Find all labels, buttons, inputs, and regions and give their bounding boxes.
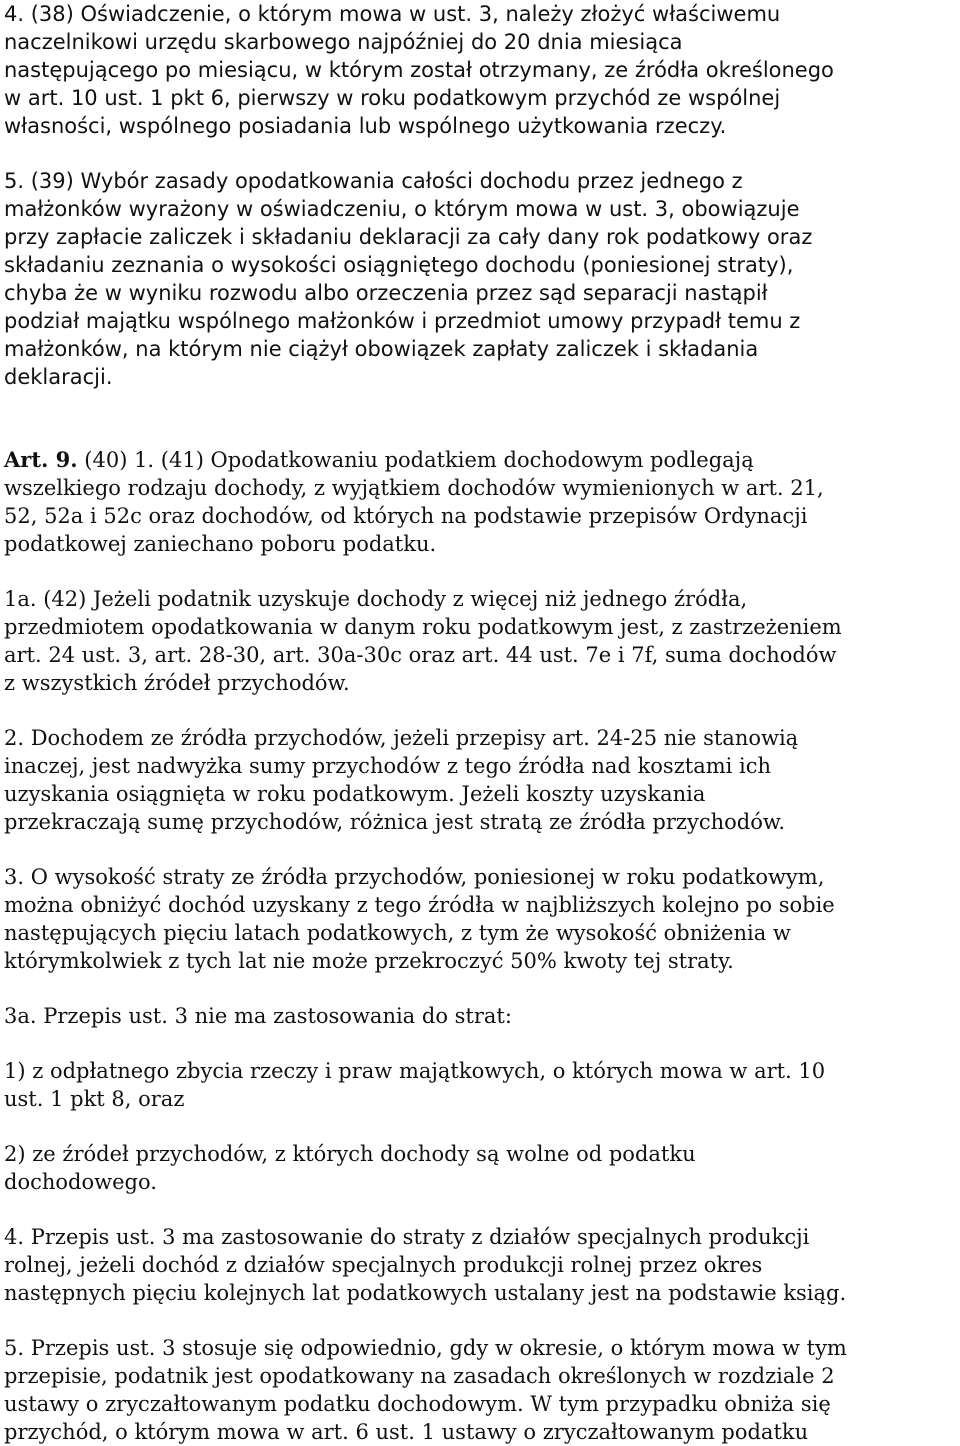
text-line: 2) ze źródeł przychodów, z których dochody są wolne od podatku [4, 1142, 696, 1166]
text-line: z wszystkich źródeł przychodów. [4, 671, 350, 695]
text-line: 52, 52a i 52c oraz dochodów, od których na podstawie przepisów Ordynacji [4, 504, 808, 528]
text-line: przepisie, podatnik jest opodatkowany na zasadach określonych w rozdziale 2 [4, 1364, 835, 1388]
paragraph-gap [4, 975, 956, 1002]
text-line: chyba że w wyniku rozwodu albo orzeczenia przez sąd separacji nastąpił [4, 281, 768, 305]
paragraph-gap [4, 1030, 956, 1057]
text-line: podatkowej zaniechano poboru podatku. [4, 532, 437, 556]
text-line: rolnej, jeżeli dochód z działów specjalnych produkcji rolnej przez okres [4, 1253, 763, 1277]
text-line: deklaracji. [4, 365, 113, 389]
paragraph-3-strata [4, 863, 956, 975]
article-9-paragraph-1 [4, 446, 956, 558]
text-line: małżonków, na którym nie ciążył obowiązek zapłaty zaliczek i składania [4, 337, 759, 361]
text-line: ustawy o zryczałtowanym podatku dochodowym. W tym przypadku obniża się [4, 1392, 831, 1416]
text-line: przekraczają sumę przychodów, różnica jest stratą ze źródła przychodów. [4, 810, 786, 834]
text-line: 1a. (42) Jeżeli podatnik uzyskuje dochody z więcej niż jednego źródła, [4, 587, 748, 611]
text-line: podział majątku wspólnego małżonków i przedmiot umowy przypadł temu z [4, 309, 801, 333]
paragraph-gap [4, 140, 956, 167]
paragraph-gap [4, 1307, 956, 1334]
text-line: naczelnikowi urzędu skarbowego najpóźniej do 20 dnia miesiąca [4, 30, 683, 54]
text-line: w art. 10 ust. 1 pkt 6, pierwszy w roku podatkowym przychód ze wspólnej [4, 86, 781, 110]
text-line: 3a. Przepis ust. 3 nie ma zastosowania do strat: [4, 1004, 512, 1028]
text-line [4, 446, 956, 474]
paragraph-4-oswiadczenie [4, 0, 956, 140]
text-line: przychód, o którym mowa w art. 6 ust. 1 ustawy o zryczałtowanym podatku [4, 1420, 809, 1444]
paragraph-5-wybor-zasady [4, 167, 956, 391]
document-page [4, 0, 956, 1446]
text-line: można obniżyć dochód uzyskany z tego źródła w najbliższych kolejno po sobie [4, 893, 835, 917]
paragraph-5-przepis [4, 1334, 956, 1446]
text-line: ust. 1 pkt 8, oraz [4, 1087, 185, 1111]
paragraph-3a-point-2 [4, 1140, 956, 1196]
paragraph-gap [4, 1113, 956, 1140]
text-line: 2. Dochodem ze źródła przychodów, jeżeli przepisy art. 24-25 nie stanowią [4, 726, 799, 750]
section-gap [4, 391, 956, 446]
paragraph-gap [4, 1196, 956, 1223]
text-line: następujących pięciu latach podatkowych, z tym że wysokość obniżenia w [4, 921, 791, 945]
text-line: 4. Przepis ust. 3 ma zastosowanie do straty z działów specjalnych produkcji [4, 1225, 810, 1249]
paragraph-gap [4, 558, 956, 585]
article-heading: Art. 9. [4, 447, 78, 472]
text-line: art. 24 ust. 3, art. 28-30, art. 30a-30c oraz art. 44 ust. 7e i 7f, suma dochodów [4, 643, 837, 667]
paragraph-4-przepis [4, 1223, 956, 1307]
paragraph-1a [4, 585, 956, 697]
text-line: 5. Przepis ust. 3 stosuje się odpowiednio, gdy w okresie, o którym mowa w tym [4, 1336, 847, 1360]
text-line: przy zapłacie zaliczek i składaniu deklaracji za cały dany rok podatkowy oraz [4, 225, 813, 249]
text-line: 1) z odpłatnego zbycia rzeczy i praw majątkowych, o których mowa w art. 10 [4, 1059, 826, 1083]
text-line: którymkolwiek z tych lat nie może przekroczyć 50% kwoty tej straty. [4, 949, 734, 973]
text-line: 3. O wysokość straty ze źródła przychodów, poniesionej w roku podatkowym, [4, 865, 825, 889]
paragraph-gap [4, 836, 956, 863]
text-line: składaniu zeznania o wysokości osiągniętego dochodu (poniesionej straty), [4, 253, 794, 277]
text-run: (40) 1. (41) Opodatkowaniu podatkiem dochodowym podlegają [77, 448, 754, 472]
paragraph-3a [4, 1002, 956, 1030]
text-line: wszelkiego rodzaju dochody, z wyjątkiem dochodów wymienionych w art. 21, [4, 476, 824, 500]
text-line: uzyskania osiągnięta w roku podatkowym. Jeżeli koszty uzyskania [4, 782, 706, 806]
paragraph-3a-point-1 [4, 1057, 956, 1113]
text-line: małżonków wyrażony w oświadczeniu, o którym mowa w ust. 3, obowiązuje [4, 197, 800, 221]
paragraph-gap [4, 697, 956, 724]
text-line: własności, wspólnego posiadania lub wspólnego użytkowania rzeczy. [4, 114, 727, 138]
text-line: następnych pięciu kolejnych lat podatkowych ustalany jest na podstawie ksiąg. [4, 1281, 847, 1305]
text-line: dochodowego. [4, 1170, 157, 1194]
text-line: przedmiotem opodatkowania w danym roku podatkowym jest, z zastrzeżeniem [4, 615, 842, 639]
text-line: inaczej, jest nadwyżka sumy przychodów z tego źródła nad kosztami ich [4, 754, 772, 778]
text-line: 5. (39) Wybór zasady opodatkowania całości dochodu przez jednego z [4, 169, 743, 193]
text-line: 4. (38) Oświadczenie, o którym mowa w ust. 3, należy złożyć właściwemu [4, 2, 781, 26]
text-line: następującego po miesiącu, w którym został otrzymany, ze źródła określonego [4, 58, 834, 82]
paragraph-2-dochod [4, 724, 956, 836]
